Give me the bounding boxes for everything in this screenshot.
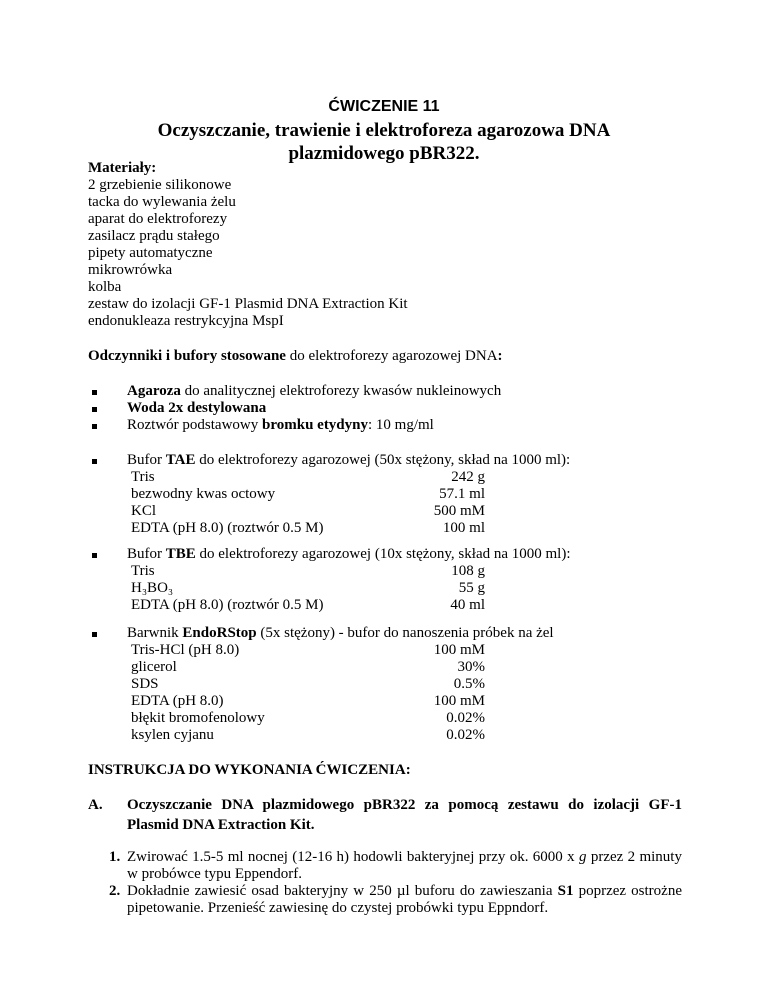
bullet-icon xyxy=(92,632,97,637)
recipe-value: 0.5% xyxy=(453,676,485,692)
recipe-value: 100 mM xyxy=(433,642,485,658)
recipe-label: EDTA (pH 8.0) (roztwór 0.5 M) xyxy=(131,520,324,536)
exercise-label: ĆWICZENIE 11 xyxy=(328,98,440,115)
bullet-icon xyxy=(92,459,97,464)
recipe-label: SDS xyxy=(131,676,159,692)
bullet-icon xyxy=(92,424,97,429)
recipe-label: bezwodny kwas octowy xyxy=(131,486,276,502)
recipe-value: 30% xyxy=(457,659,485,675)
section-a-label: A. xyxy=(88,797,103,813)
list-item: Agaroza do analitycznej elektroforezy kwasów nukleinowych xyxy=(127,383,502,399)
recipe-label: KCl xyxy=(131,503,157,519)
recipe-label: Tris xyxy=(131,563,155,579)
materials-item: aparat do elektroforezy xyxy=(88,211,228,227)
recipe-label: Tris-HCl (pH 8.0) xyxy=(131,642,240,658)
recipe-value: 0.02% xyxy=(446,727,485,743)
recipe-value: 40 ml xyxy=(450,597,485,613)
recipe-label: ksylen cyjanu xyxy=(131,727,214,743)
instructions-heading: INSTRUKCJA DO WYKONANIA ĆWICZENIA: xyxy=(88,762,411,778)
bullet-icon xyxy=(92,390,97,395)
materials-item: zestaw do izolacji GF-1 Plasmid DNA Extraction Kit xyxy=(88,296,408,312)
recipe-label: EDTA (pH 8.0) xyxy=(131,693,224,709)
materials-item: tacka do wylewania żelu xyxy=(88,194,236,210)
section-a-title: Oczyszczanie DNA plazmidowego pBR322 za pomocą zestawu do izolacji GF-1 Plasmid DNA Extraction Kit. xyxy=(127,797,682,833)
endorstop-heading: Barwnik EndoRStop (5x stężony) - bufor do nanoszenia próbek na żel xyxy=(127,625,554,641)
materials-item: endonukleaza restrykcyjna MspI xyxy=(88,313,284,329)
recipe-value: 0.02% xyxy=(446,710,485,726)
recipe-value: 55 g xyxy=(458,580,485,596)
materials-item: pipety automatyczne xyxy=(88,245,213,261)
recipe-label: H₃BO₃ xyxy=(131,580,174,596)
recipe-value: 100 ml xyxy=(442,520,485,536)
recipe-value: 242 g xyxy=(451,469,485,485)
step-text: Dokładnie zawiesić osad bakteryjny w 250 µl buforu do zawieszania S1 poprzez ostrożne pipetowanie. Przenieść zawiesinę do czystej probówki typu Eppndorf. xyxy=(127,883,682,916)
step-number: 2. xyxy=(109,883,121,899)
recipe-value: 100 mM xyxy=(433,693,485,709)
materials-item: 2 grzebienie silikonowe xyxy=(88,177,232,193)
bullet-icon xyxy=(92,407,97,412)
bullet-icon xyxy=(92,553,97,558)
step-text: Zwirować 1.5-5 ml nocnej (12-16 h) hodowli bakteryjnej przy ok. 6000 x g przez 2 minuty w probówce typu Eppendorf. xyxy=(127,849,682,882)
step-number: 1. xyxy=(109,849,121,865)
recipe-value: 57.1 ml xyxy=(439,486,485,502)
recipe-label: EDTA (pH 8.0) (roztwór 0.5 M) xyxy=(131,597,324,613)
recipe-label: błękit bromofenolowy xyxy=(131,710,265,726)
materials-item: kolba xyxy=(88,279,122,295)
recipe-label: Tris xyxy=(131,469,155,485)
recipe-value: 108 g xyxy=(451,563,485,579)
tbe-buffer-heading: Bufor TBE do elektroforezy agarozowej (10x stężony, skład na 1000 ml): xyxy=(127,546,571,562)
list-item: Woda 2x destylowana xyxy=(127,400,267,416)
materials-item: zasilacz prądu stałego xyxy=(88,228,220,244)
list-item: Roztwór podstawowy bromku etydyny: 10 mg/ml xyxy=(127,417,434,433)
recipe-label: glicerol xyxy=(131,659,177,675)
tae-buffer-heading: Bufor TAE do elektroforezy agarozowej (50x stężony, skład na 1000 ml): xyxy=(127,452,571,468)
materials-heading: Materiały: xyxy=(88,160,157,176)
reagents-heading: Odczynniki i bufory stosowane do elektroforezy agarozowej DNA: xyxy=(88,348,503,364)
recipe-value: 500 mM xyxy=(433,503,485,519)
materials-item: mikrowrówka xyxy=(88,262,173,278)
page-title: Oczyszczanie, trawienie i elektroforeza agarozowa DNA plazmidowego pBR322. xyxy=(157,120,611,164)
